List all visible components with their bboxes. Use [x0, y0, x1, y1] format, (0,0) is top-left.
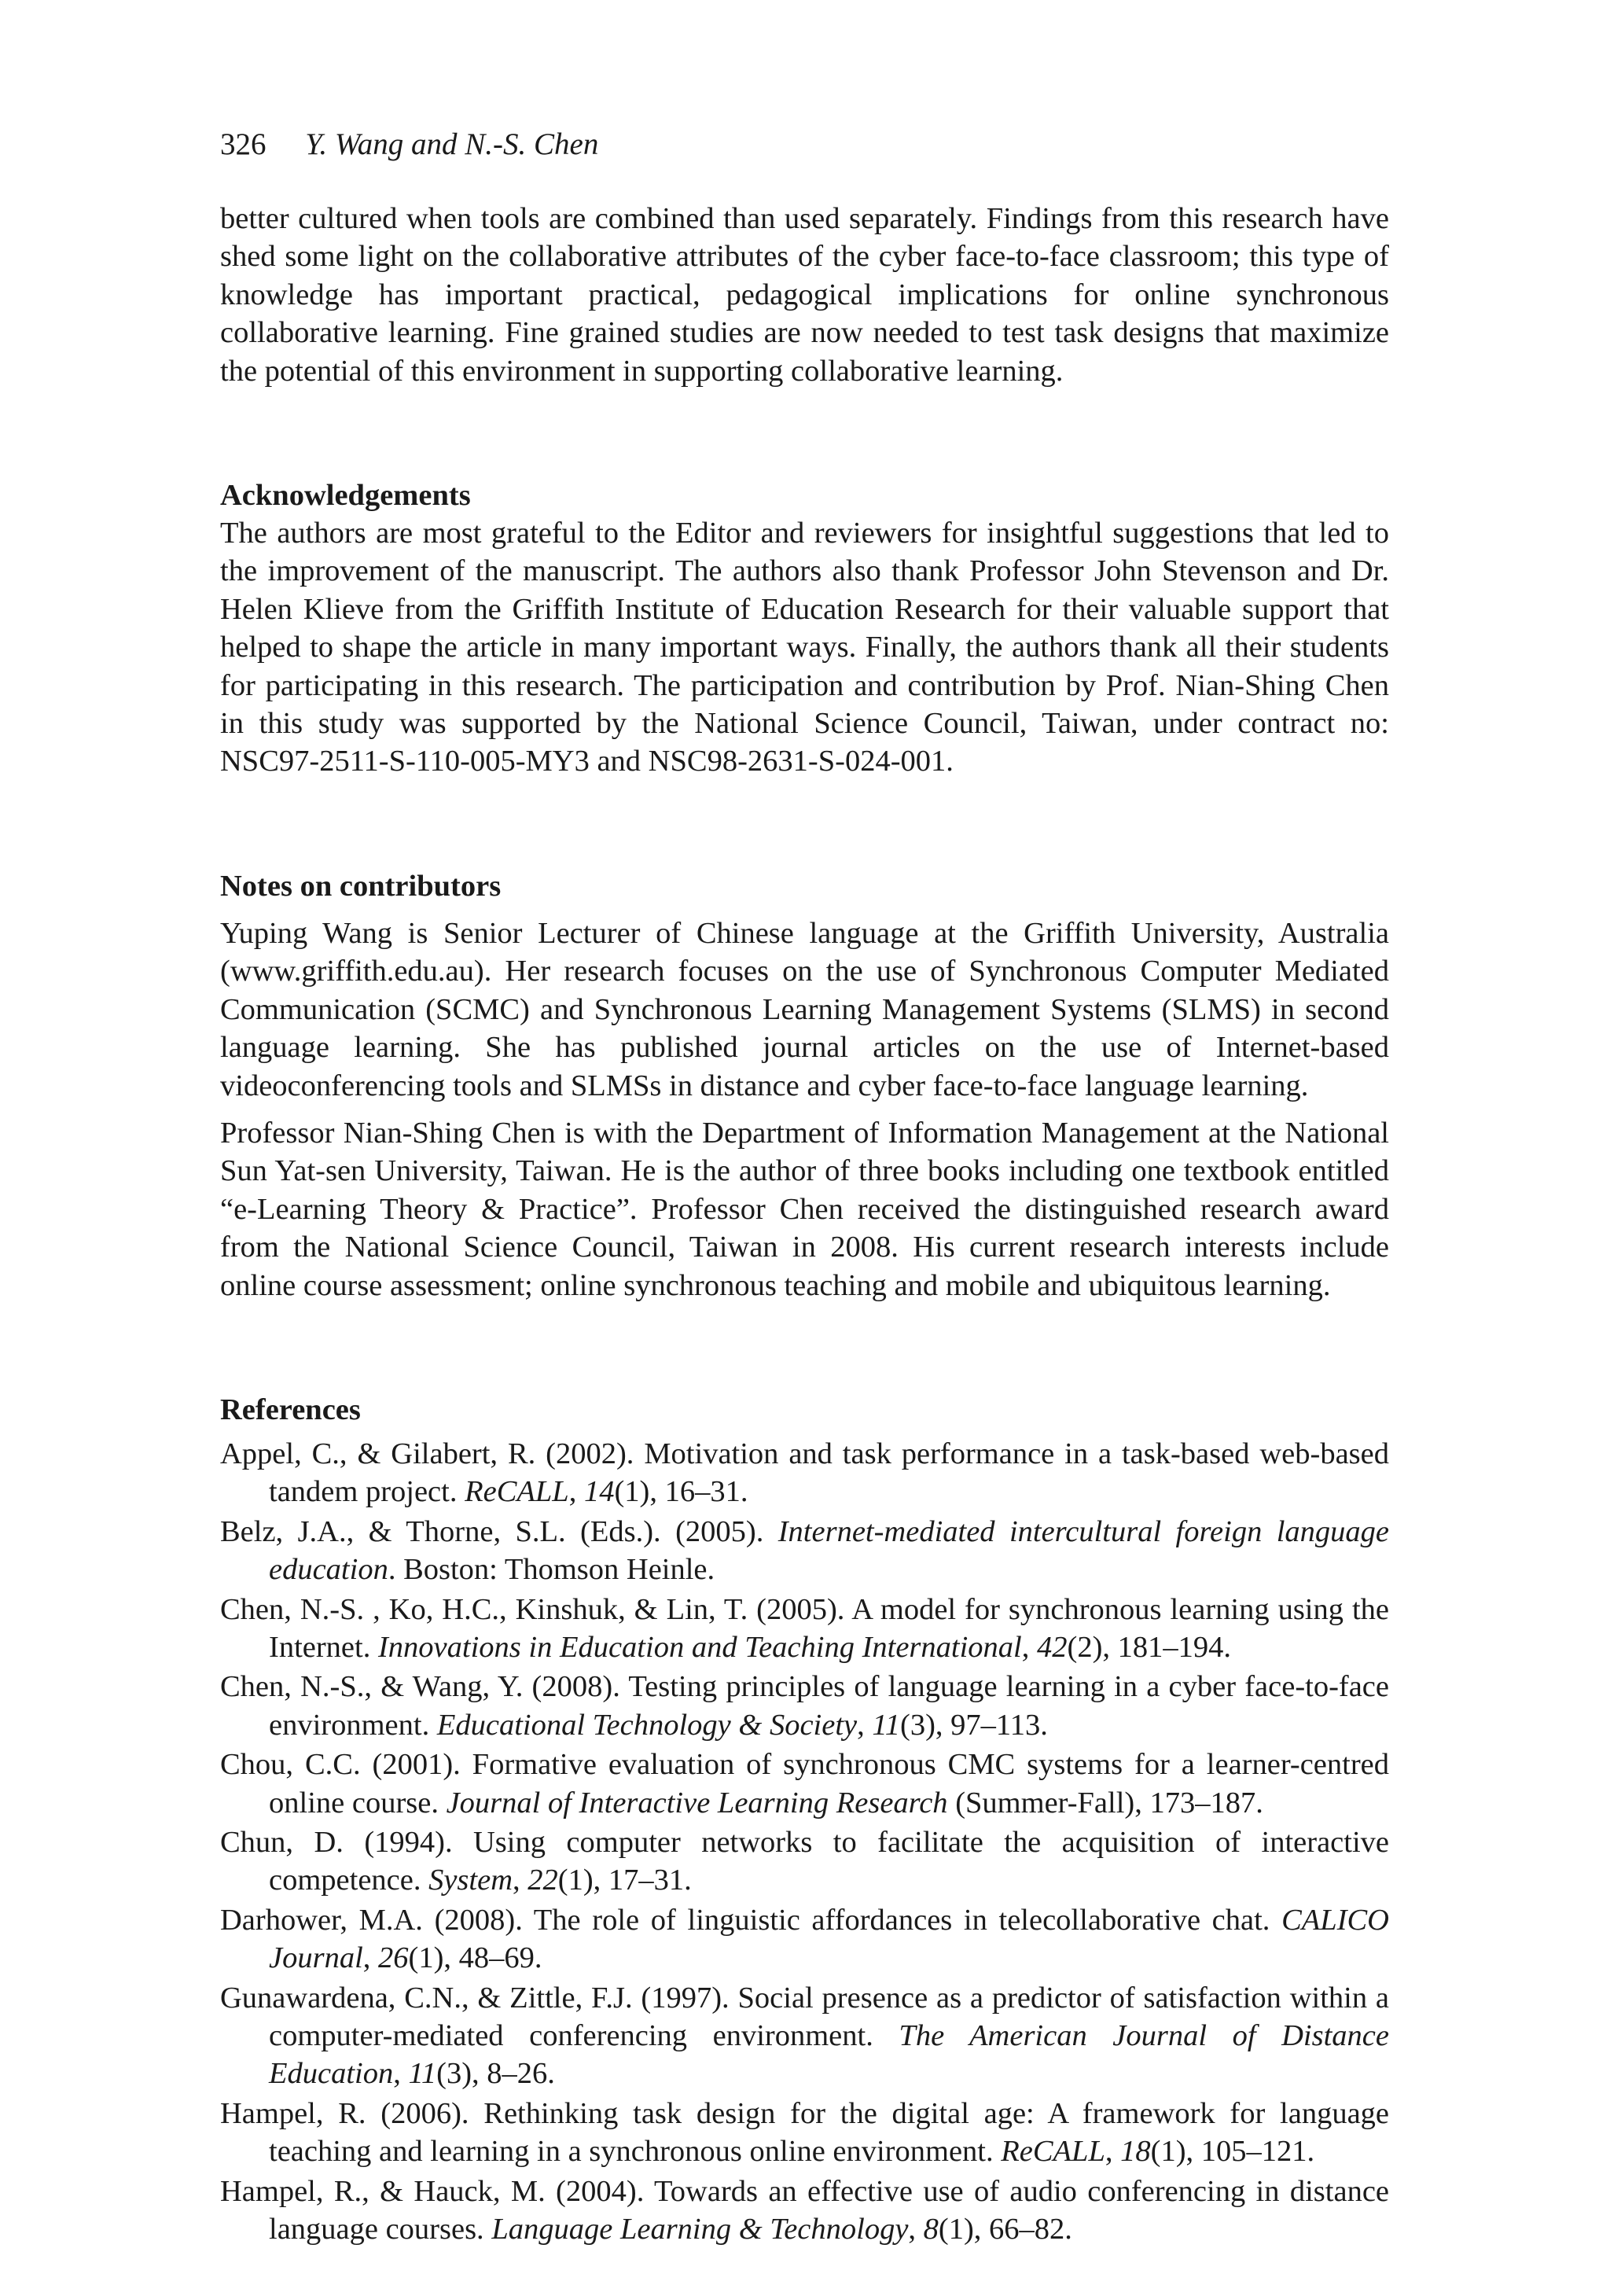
- reference-text: Chun, D. (1994). Using computer networks to facilitate the acquisition of interactive competence.: [220, 1826, 1389, 1897]
- reference-item: [220, 1901, 1389, 1978]
- reference-text: ,: [362, 1941, 379, 1975]
- reference-item: [220, 1591, 1389, 1667]
- reference-italic: ReCALL: [1001, 2135, 1105, 2169]
- reference-italic: The American Journal of Distance Education: [269, 2019, 1389, 2091]
- reference-italic: Internet-mediated intercultural foreign language education: [269, 1514, 1389, 1587]
- reference-text: (2), 181–194.: [1067, 1630, 1232, 1664]
- reference-text: (3), 8–26.: [436, 2057, 555, 2091]
- reference-text: Appel, C., & Gilabert, R. (2002). Motivation and task performance in a task-based web-based tandem project.: [220, 1437, 1389, 1509]
- page: [220, 126, 1389, 2250]
- reference-text: ,: [1021, 1630, 1038, 1664]
- contributors-heading: Notes on contributors: [220, 869, 502, 903]
- reference-text: ,: [393, 2057, 409, 2091]
- reference-text: Chou, C.C. (2001). Formative evaluation of synchronous CMC systems for a learner-centred online course.: [220, 1748, 1389, 1820]
- reference-italic: System: [428, 1864, 513, 1897]
- reference-item: [220, 1979, 1389, 2093]
- reference-item: [220, 2095, 1389, 2171]
- reference-text: Chen, N.-S., & Wang, Y. (2008). Testing principles of language learning in a cyber face-to-face environment.: [220, 1670, 1389, 1742]
- reference-italic: 26: [378, 1941, 409, 1975]
- reference-item: [220, 2173, 1389, 2249]
- reference-text: ,: [908, 2213, 924, 2246]
- references-heading: References: [220, 1393, 361, 1426]
- references-section: [220, 1391, 1389, 2249]
- reference-text: ,: [1105, 2135, 1121, 2169]
- reference-text: Hampel, R., & Hauck, M. (2004). Towards an effective use of audio conferencing in distance language courses.: [220, 2174, 1389, 2246]
- body-paragraph: better cultured when tools are combined than used separately. Findings from this research have shed some light on the collaborative attributes of the cyber face-to-face classroom; this type of knowledge has important practical, pedagogical implications for online synchronous collaborative learning. Fine grained studies are now needed to test task designs that maximize the potential of this environment in supporting collaborative learning.: [220, 202, 1389, 388]
- reference-text: Darhower, M.A. (2008). The role of linguistic affordances in telecollaborative chat.: [220, 1903, 1282, 1937]
- reference-italic: 11: [872, 1708, 901, 1742]
- reference-italic: Journal of Interactive Learning Research: [446, 1786, 948, 1820]
- reference-item: [220, 1746, 1389, 1822]
- contributor-bio: Yuping Wang is Senior Lecturer of Chinese language at the Griffith University, Australia (www.griffith.edu.au). Her research focuses on the use of Synchronous Computer Mediated Communication (SCMC) and Synchronous Learning Management Systems (SLMS) in second language learning. She has published journal articles on the use of Internet-based videoconferencing tools and SLMSs in distance and cyber face-to-face language learning.: [220, 916, 1389, 1102]
- reference-italic: 8: [923, 2213, 939, 2246]
- reference-text: ,: [568, 1475, 584, 1509]
- acknowledgements-text: The authors are most grateful to the Editor and reviewers for insightful suggestions that led to the improvement of the manuscript. The authors also thank Professor John Stevenson and Dr. Helen Klieve from the Griffith Institute of Education Research for their valuable support that helped to shape the article in many important ways. Finally, the authors thank all their students for participating in this research. The participation and contribution by Prof. Nian-Shing Chen in this study was supported by the National Science Council, Taiwan, under contract no: NSC97-2511-S-110-005-MY3 and NSC98-2631-S-024-001.: [220, 517, 1389, 778]
- reference-text: Belz, J.A., & Thorne, S.L. (Eds.). (2005).: [220, 1514, 778, 1548]
- running-head-authors: Y. Wang and N.-S. Chen: [305, 127, 599, 161]
- reference-text: (1), 66–82.: [938, 2213, 1072, 2246]
- reference-text: (1), 17–31.: [557, 1864, 692, 1897]
- reference-italic: Language Learning & Technology: [491, 2213, 909, 2246]
- reference-italic: 42: [1037, 1630, 1068, 1664]
- reference-text: ,: [857, 1708, 873, 1742]
- reference-italic: ReCALL: [465, 1475, 569, 1509]
- page-number: 326: [220, 127, 266, 161]
- reference-item: [220, 1823, 1389, 1900]
- reference-text: (1), 48–69.: [408, 1941, 542, 1975]
- reference-item: [220, 1513, 1389, 1589]
- reference-italic: Innovations in Education and Teaching International: [377, 1630, 1022, 1664]
- reference-italic: 18: [1120, 2135, 1151, 2169]
- reference-italic: 22: [527, 1864, 558, 1897]
- reference-text: (3), 97–113.: [900, 1708, 1048, 1742]
- reference-italic: 11: [408, 2057, 437, 2091]
- reference-text: Hampel, R. (2006). Rethinking task design for the digital age: A framework for language teaching and learning in a synchronous online environment.: [220, 2096, 1389, 2169]
- acknowledgements-heading: Acknowledgements: [220, 479, 471, 513]
- reference-text: Chen, N.-S. , Ko, H.C., Kinshuk, & Lin, T. (2005). A model for synchronous learning using the Internet.: [220, 1592, 1389, 1664]
- reference-italic: CALICO Journal: [269, 1903, 1389, 1975]
- reference-item: [220, 1668, 1389, 1744]
- reference-text: . Boston: Thomson Heinle.: [388, 1553, 715, 1587]
- reference-text: ,: [513, 1864, 528, 1897]
- reference-text: (1), 16–31.: [614, 1475, 748, 1509]
- reference-text: (Summer-Fall), 173–187.: [947, 1786, 1263, 1820]
- contributor-bio: Professor Nian-Shing Chen is with the Department of Information Management at the National Sun Yat-sen University, Taiwan. He is the author of three books including one textbook entitled “e-Learning Theory & Practice”. Professor Chen received the distinguished research award from the National Science Council, Taiwan in 2008. His current research interests include online course assessment; online synchronous teaching and mobile and ubiquitous learning.: [220, 1116, 1389, 1302]
- reference-text: (1), 105–121.: [1150, 2135, 1315, 2169]
- reference-item: [220, 1435, 1389, 1511]
- reference-italic: Educational Technology & Society: [436, 1708, 858, 1742]
- reference-list: [220, 1435, 1389, 2249]
- reference-text: Gunawardena, C.N., & Zittle, F.J. (1997). Social presence as a predictor of satisfaction within a computer-mediated conferencing environment.: [220, 1981, 1389, 2053]
- contributors-section: [220, 867, 1389, 1304]
- running-head: [220, 126, 1389, 164]
- acknowledgements-section: [220, 476, 1389, 781]
- reference-italic: 14: [583, 1475, 615, 1509]
